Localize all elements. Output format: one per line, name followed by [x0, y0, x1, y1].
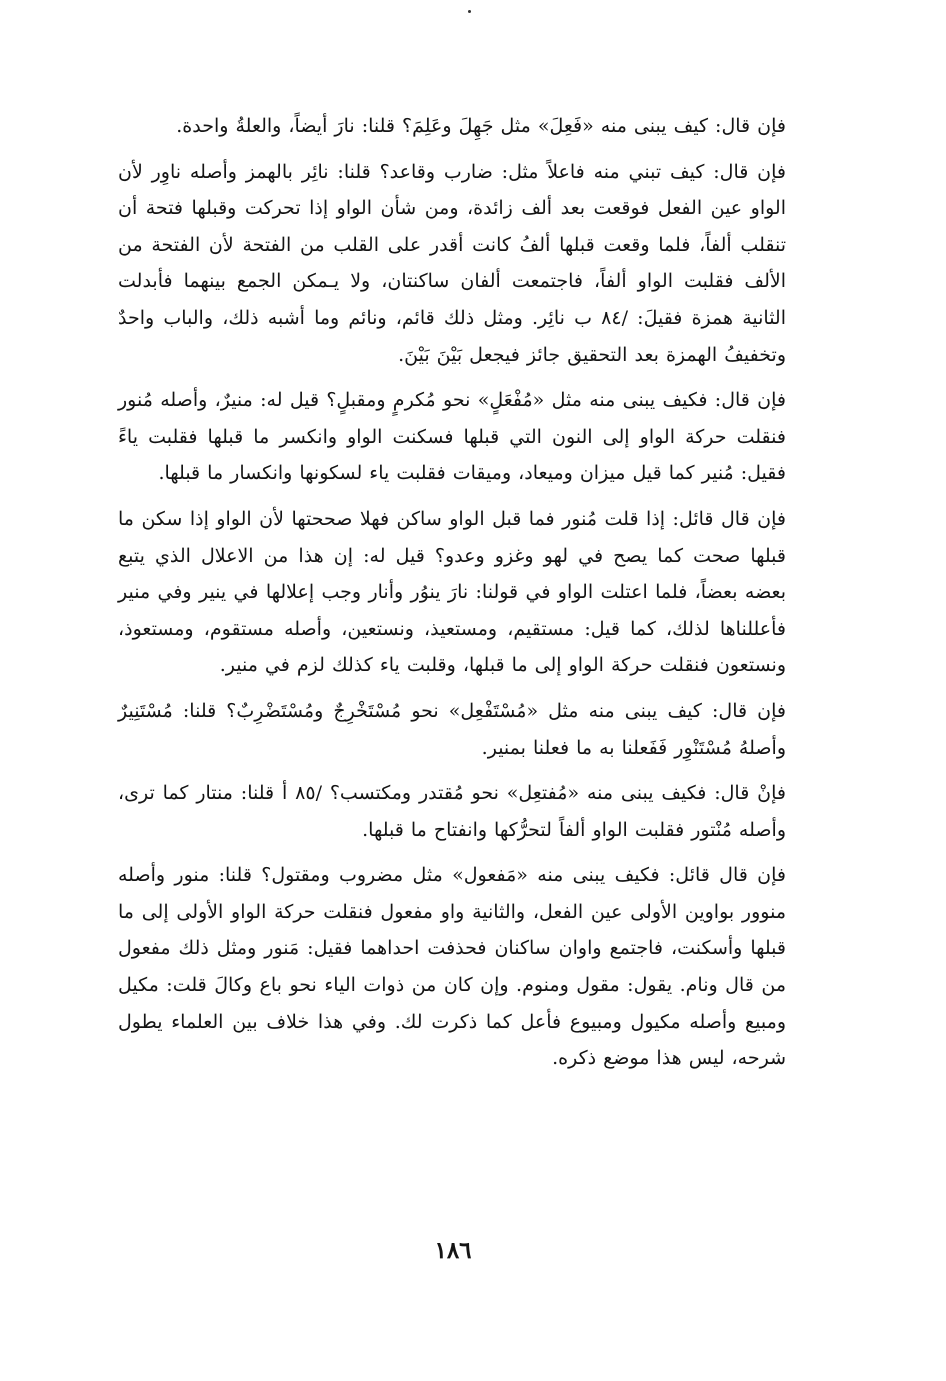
- paragraph-4: فإن قال قائل: إذا قلت مُنور فما قبل الواو ساكن فهلا صححتها لأن الواو إذا سكن ما قبلها صحت كما يصح في لهو وغزو وعدو؟ قيل له: إن هذا من الاعلال الذي يتبع بعضه بعضاً، فلما اعتلت الواو في قولنا: نارَ ينوُر وأنار وجب إعلالها في ينير وفي منير فأعللناها لذلك، كما قيل: مستقيم، ومستعيذ، ونستعين، وأصله مستقوم، ومستعوذ، ونستعون فنقلت حركة الواو إلى ما قبلها، وقلبت ياء كذلك لزم في منير.: [118, 507, 786, 677]
- paragraph-2: فإن قال: كيف تبني منه فاعلاً مثل: ضارب وقاعد؟ قلنا: نائِر بالهمز وأصله ناوِر لأن الواو عين الفعل فوقعت بعد ألف زائدة، ومن شأن الواو إذا تحركت وقبلها فتحة أن تنقلب ألفاً، فلما وقعت قبلها ألفُ كانت أقدر على القلب من الفتحة لأن الفتحة من الألف فقلبت الواو ألفاً، فاجتمعت ألفان ساكنتان، ولا يـمكن الجمع بينهما فأبدلت الثانية همزة فقيلَ: /٨٤ ب نائِر. ومثل ذلك قائم، ونائم وما أشبه ذلك، والباب واحدٌ وتخفيفُ الهمزة بعد التحقيق جائز فيجعل بَيْنَ بَيْنَ.: [118, 160, 786, 366]
- page-number: ١٨٦: [434, 1237, 472, 1264]
- paragraph-6: فإنْ قال: فكيف يبنى منه «مُفتعِل» نحو مُقتدر ومكتسب؟ /٨٥ أ قلنا: منتار كما ترى، وأصله مُنْتور فقلبت الواو ألفاً لتحرُّكها وانفتاح ما قبلها.: [118, 782, 786, 841]
- paragraph-7: فإن قال قائل: فكيف يبنى منه «مَفعول» مثل مضروب ومقتول؟ قلنا: منور وأصله منوور بواوين الأولى عين الفعل، والثانية واو مفعول فنقلت حركة الواو الأولى إلى ما قبلها وأسكنت، فاجتمع واوان ساكنان فحذفت احداهما فقيل: مَنور ومثل ذلك مفعول من قال ونام. يقول: مقول ومنوم. وإن كان من ذوات الياء نحو باع وكالَ قلت: مكيل ومبيع وأصله مكيول ومبيوع فأعل كما ذكرت لك. وفي هذا خلاف بين العلماء يطول شرحه، ليس هذا موضع ذكره.: [118, 864, 786, 1070]
- body-text: [118, 108, 786, 1077]
- scan-speck: [468, 10, 471, 13]
- paragraph-1: فإن قال: كيف يبنى منه «فَعِلَ» مثل جَهِلَ وعَلِمَ؟ قلنا: نارَ أيضاً، والعلةُ واحدة.: [176, 115, 786, 137]
- paragraph-5: فإن قال: كيف يبنى منه مثل «مُسْتَفْعِل» نحو مُسْتَخْرِجٌ ومُسْتَضْرِبٌ؟ قلنا: مُسْتَنِيرٌ وأصلهُ مُسْتَنْوِر فَفَعلنا به ما فعلنا بمنير.: [118, 699, 786, 759]
- paragraph-3: فإن قال: فكيف يبنى منه مثل «مُفْعَلٍ» نحو مُكرمٍ ومقبلٍ؟ قيل له: منيرٌ، وأصله مُنور فنقلت حركة الواو إلى النون التي قبلها فسكنت الواو وانكسر ما قبلها فقلبت ياءً فقيل: مُنير كما قيل ميزان وميعاد، وميقات فقلبت ياء لسكونها وانكسار ما قبلها.: [118, 389, 786, 485]
